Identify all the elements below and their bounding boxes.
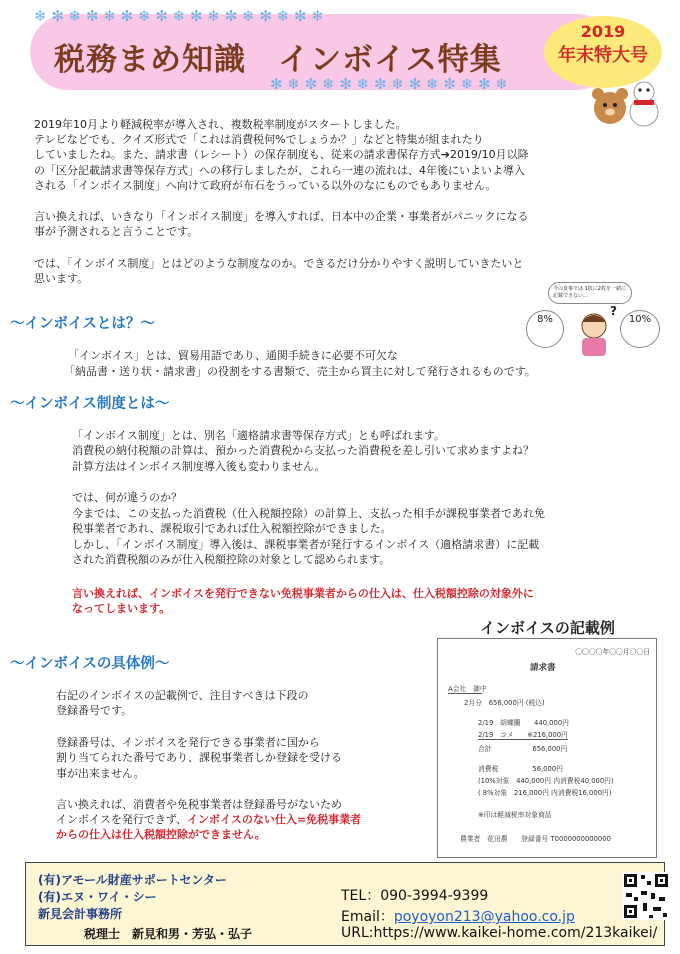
website-url[interactable]: URL:https://www.kaikei-home.com/213kaikei/ bbox=[341, 925, 658, 941]
page-title: 税務まめ知識 インボイス特集 bbox=[54, 42, 502, 78]
section3-line: 割り当てられた番号であり、課税事業者しか登録を受ける bbox=[56, 751, 342, 764]
section2-line: 計算方法はインボイス制度導入後も変わりません。 bbox=[72, 460, 326, 473]
tax-rate-illustration bbox=[522, 282, 662, 360]
section-heading-invoice: ～インボイスとは？～ bbox=[10, 316, 155, 332]
sample-tax-8: ( 8%対象 216,000円 内消費税16,000円) bbox=[478, 789, 612, 797]
org-name: (有)エヌ・ワイ・シー bbox=[38, 890, 157, 904]
section3-line: インボイスを発行できず、 bbox=[56, 813, 188, 826]
sample-month: 2月分 656,000円 (税込) bbox=[464, 699, 545, 707]
org-name: (有)アモール財産サポートセンター bbox=[38, 873, 227, 887]
sample-issuer: 農業者 花田農 登録番号 T0000000000000 bbox=[460, 835, 611, 843]
intro-line: の「区分記載請求書等保存方式」への移行しましたが、これら一連の流れは、4年後にいよいよ導入 bbox=[34, 164, 525, 177]
sample-item: 2/19 コメ ※216,000円 bbox=[478, 731, 568, 739]
section-heading-system: ～インボイス制度とは～ bbox=[10, 396, 170, 412]
section2-line: 「インボイス制度」とは、別名「適格請求書等保存方式」とも呼ばれます。 bbox=[72, 429, 446, 442]
staff-names: 税理士 新見和男・芳弘・弘子 bbox=[84, 927, 253, 941]
email-link[interactable]: poyoyon213@yahoo.co.jp bbox=[393, 909, 575, 925]
section3-line: 言い換えれば、消費者や免税事業者は登録番号がないため bbox=[56, 798, 342, 811]
qr-pattern bbox=[622, 872, 670, 920]
snowflake-icon: ✻ ❄ ✼ ❄ ✻ ❄ ✼ ❄ ✻ ❄ ✼ ❄ ✻ ❄ bbox=[270, 75, 508, 93]
sample-total: 合計 656,000円 bbox=[478, 745, 568, 753]
section3-line: 右記のインボイスの記載例で、注目すべきは下段の bbox=[56, 689, 309, 702]
rate-8-bubble: 8% bbox=[526, 310, 564, 348]
email-line bbox=[341, 906, 575, 926]
speech-bubble: 今の食事では 1枚に2枚を一緒に記載できない… bbox=[548, 282, 632, 304]
section2-line: 今までは、この支払った消費税（仕入税額控除）の計算上、支払った相手が課税事業者であれ免 bbox=[72, 507, 545, 520]
section3-emphasis: インボイスのない仕入=免税事業者 bbox=[187, 813, 362, 826]
intro-line: 2019年10月より軽減税率が導入され、複数税率制度がスタートしました。 bbox=[34, 118, 407, 131]
section3-line: 事が出来ません。 bbox=[56, 767, 145, 780]
section1-line: 「インボイス」とは、貿易用語であり、通関手続きに必要不可欠な bbox=[68, 349, 398, 362]
intro-line: していましたね。また、請求書（レシート）の保存制度も、従来の請求書保存方式➔2019/10月以降 bbox=[34, 148, 529, 161]
intro-line: 事が予測されると言うことです。 bbox=[34, 225, 199, 238]
section2-line: では、何が違うのか？ bbox=[72, 491, 182, 504]
section2-emphasis: 言い換えれば、インボイスを発行できない免税事業者からの仕入は、仕入税額控除の対象外に bbox=[72, 587, 534, 600]
badge-text: 年末特大号 bbox=[558, 45, 648, 66]
intro-line: では、「インボイス制度」とはどのような制度なのか。できるだけ分かりやすく説明していきたいと bbox=[34, 257, 524, 270]
sample-item: 2/19 胡蝶蘭 440,000円 bbox=[478, 719, 569, 727]
sample-tax: 消費税 56,000円 bbox=[478, 765, 563, 773]
snowflake-decoration bbox=[34, 6, 324, 25]
section2-line: 税事業者であれ、課税取引であれば仕入税額控除ができました。 bbox=[72, 522, 392, 535]
section3-line: 登録番号は、インボイスを発行できる事業者に国から bbox=[56, 736, 320, 749]
qr-code-icon bbox=[622, 872, 670, 920]
section3-line: 登録番号です。 bbox=[56, 704, 133, 717]
question-mark: ? bbox=[610, 304, 617, 318]
sample-note: ※印は軽減税率対象商品 bbox=[478, 811, 552, 819]
rate-10-bubble: 10% bbox=[620, 310, 660, 348]
contact-footer bbox=[25, 862, 665, 946]
sample-recipient: A会社 御中 bbox=[448, 685, 487, 693]
phone: TEL：090-3994-9399 bbox=[341, 888, 489, 904]
intro-line: テレビなどでも、クイズ形式で「これは消費税何%でしょうか？」などと特集が組まれたり bbox=[34, 133, 484, 146]
section1-line: 「納品書・送り状・請求書」の役割をする書類で、売主から買主に対して発行されるものです。 bbox=[64, 365, 536, 378]
intro-line: 言い換えれば、いきなり「インボイス制度」を導入すれば、日本中の企業・事業者がパニックになる bbox=[34, 210, 529, 223]
sample-tax-10: (10%対象 440,000円 内消費税40,000円) bbox=[478, 777, 614, 785]
section3-emphasis: からの仕入は仕入税額控除ができません。 bbox=[56, 828, 266, 841]
sample-title: インボイスの記載例 bbox=[480, 619, 615, 637]
sample-date: 〇〇〇〇年〇〇月〇〇日 bbox=[575, 648, 650, 656]
invoice-sample bbox=[437, 638, 657, 858]
sample-doc-title: 請求書 bbox=[530, 663, 556, 673]
section-heading-example: ～インボイスの具体例～ bbox=[10, 656, 170, 672]
badge-year: 2019 bbox=[580, 22, 626, 41]
section2-line: 消費税の納付税額の計算は、預かった消費税から支払った消費税を差し引いて求めますよね？ bbox=[72, 444, 534, 457]
section2-line: しかし、「インボイス制度」導入後は、課税事業者が発行するインボイス（適格請求書）に記載 bbox=[72, 538, 540, 551]
intro-line: される「インボイス制度」へ向けて政府が布石をうっている以外のなにものでもありません。 bbox=[34, 179, 497, 192]
section3-line-with-emphasis bbox=[56, 812, 361, 828]
intro-line: 思います。 bbox=[34, 272, 89, 285]
mascot-bear-snowman-icon bbox=[590, 72, 665, 127]
section2-emphasis: なってしまいます。 bbox=[72, 602, 171, 615]
section2-line: された消費税額のみが仕入税額控除の対象として認められます。 bbox=[72, 553, 391, 566]
org-name: 新見会計事務所 bbox=[38, 907, 123, 921]
snowflake-icon: ❄ ✻ ❄ ✼ ❄ ✻ ❄ ✼ ❄ ✻ ❄ ✼ ❄ ✻ ❄ ✻ ❄ bbox=[34, 7, 324, 25]
email-label: Email： bbox=[341, 909, 394, 925]
